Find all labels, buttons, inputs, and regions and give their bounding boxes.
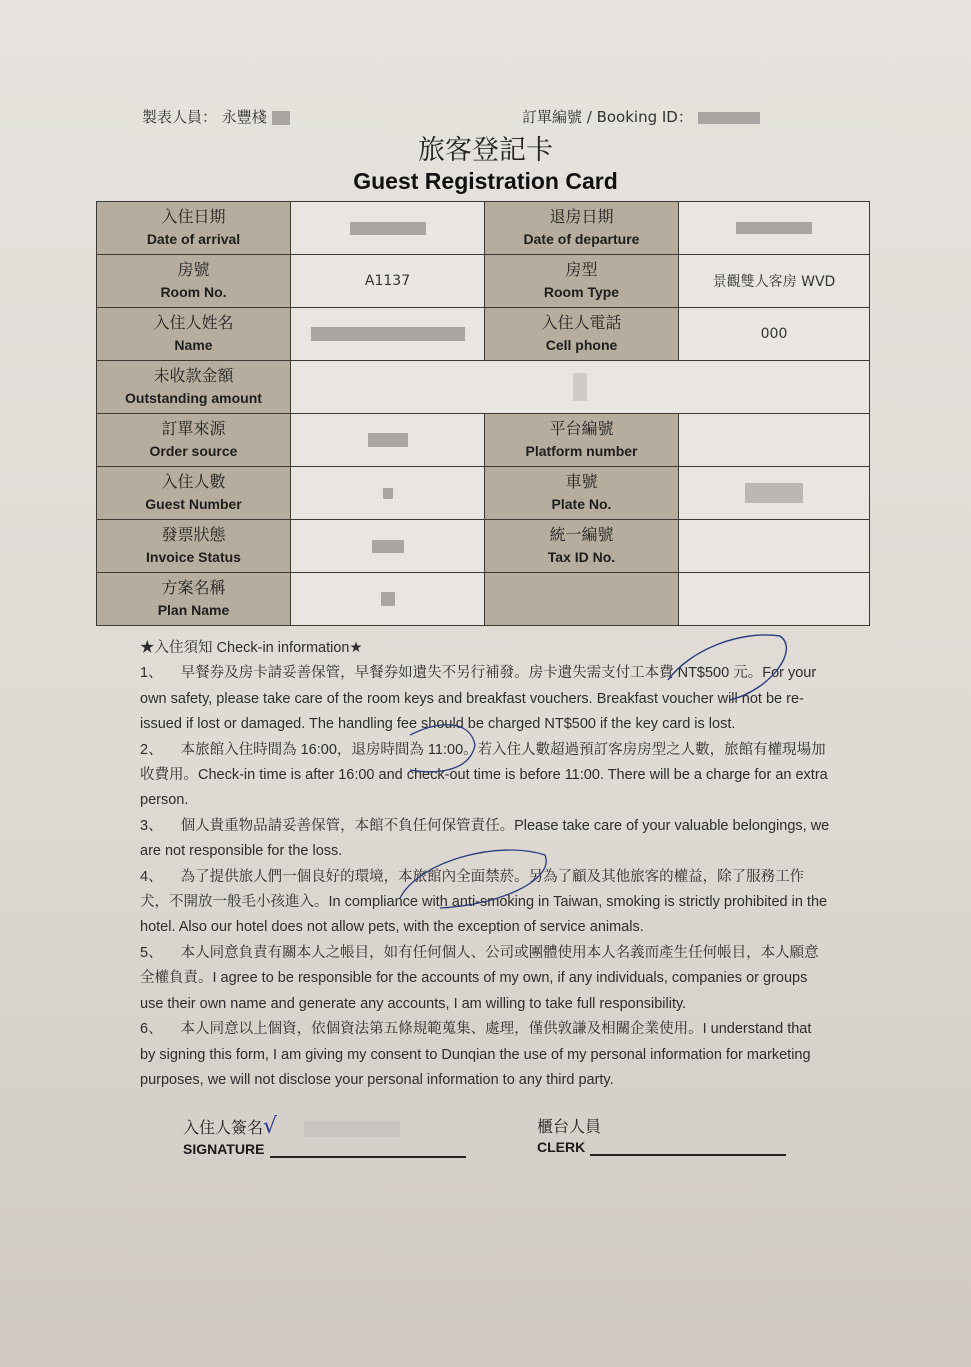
redacted-block bbox=[311, 327, 465, 341]
signature-line[interactable] bbox=[270, 1156, 466, 1158]
redacted-block bbox=[736, 222, 812, 234]
prepared-by-value: 永豐棧 bbox=[221, 108, 267, 126]
value-room-no[interactable]: A1137 bbox=[291, 255, 485, 308]
value-platform-number[interactable] bbox=[679, 414, 870, 467]
table-row bbox=[97, 202, 870, 255]
value-cell-phone[interactable]: 000 bbox=[679, 308, 870, 361]
value-tax-id[interactable] bbox=[679, 520, 870, 573]
value-invoice-status[interactable] bbox=[291, 520, 485, 573]
redacted-booking-id bbox=[698, 112, 760, 124]
redacted-block bbox=[372, 540, 404, 553]
title-chinese: 旅客登記卡 bbox=[418, 135, 553, 166]
redacted-block bbox=[350, 222, 426, 235]
redacted-block bbox=[383, 488, 393, 499]
notice-item-5: 5、 本人同意負責有關本人之帳目，如有任何個人、公司或團體使用本人名義而產生任何帳目，本人願意全權負責。I agree to be responsible for the accounts of my own, if any individuals, companies or groups use their own name and generate any accounts, I am willing to take full responsibility. bbox=[140, 944, 819, 1012]
label-guest-number: 入住人數 Guest Number bbox=[97, 467, 291, 520]
label-room-no: 房號 Room No. bbox=[97, 255, 291, 308]
table-row bbox=[97, 414, 870, 467]
redacted-block bbox=[745, 483, 803, 503]
blank-label-cell bbox=[485, 573, 679, 626]
prepared-by-label: 製表人員： bbox=[142, 108, 218, 126]
redacted-block bbox=[573, 373, 587, 401]
value-outstanding[interactable] bbox=[291, 361, 870, 414]
checkin-information bbox=[140, 636, 830, 1093]
value-departure[interactable] bbox=[679, 202, 870, 255]
notice-item-1: 1、 早餐券及房卡請妥善保管，早餐券如遺失不另行補發。房卡遺失需支付工本費 NT$500 元。For your own safety, please take care of the room keys and breakfast vouchers. Breakfast voucher will not be re-issued if lost or damaged. The handling fee should be charged NT$500 if the key card is lost. bbox=[140, 665, 817, 733]
value-arrival[interactable] bbox=[291, 202, 485, 255]
label-room-type: 房型 Room Type bbox=[485, 255, 679, 308]
notice-item-2: 2、 本旅館入住時間為 16:00，退房時間為 11:00。若入住人數超過預訂客房房型之人數，旅館有權現場加收費用。Check-in time is after 16:00 and check-out time is before 11:00. There will be a charge for an extra person. bbox=[140, 741, 828, 809]
clerk-signature-block: 櫃台人員 CLERK bbox=[537, 1114, 786, 1156]
table-row bbox=[97, 520, 870, 573]
notice-item-6: 6、 本人同意以上個資，依個資法第五條規範蒐集、處理，僅供敦謙及相關企業使用。I understand that by signing this form, I am giving my consent to Dunqian the use of my personal information for marketing purposes, we will not disclose your personal information to any third party. bbox=[140, 1021, 812, 1088]
guest-signature-block: 入住人簽名√ SIGNATURE bbox=[183, 1114, 466, 1158]
label-departure: 退房日期 Date of departure bbox=[485, 202, 679, 255]
notice-heading: ★入住須知 Check-in information★ bbox=[140, 640, 363, 656]
table-row bbox=[97, 255, 870, 308]
registration-table bbox=[96, 201, 870, 626]
clerk-signature-line[interactable] bbox=[590, 1154, 786, 1156]
label-plan-name: 方案名稱 Plan Name bbox=[97, 573, 291, 626]
redacted-block bbox=[368, 433, 408, 447]
booking-id bbox=[522, 106, 760, 127]
table-row bbox=[97, 467, 870, 520]
redacted-block bbox=[381, 592, 395, 606]
table-row bbox=[97, 573, 870, 626]
label-cell-phone: 入住人電話 Cell phone bbox=[485, 308, 679, 361]
value-order-source[interactable] bbox=[291, 414, 485, 467]
table-row bbox=[97, 361, 870, 414]
label-name: 入住人姓名 Name bbox=[97, 308, 291, 361]
label-outstanding: 未收款金額 Outstanding amount bbox=[97, 361, 291, 414]
value-plan-name[interactable] bbox=[291, 573, 485, 626]
redacted-signature bbox=[304, 1121, 400, 1137]
label-order-source: 訂單來源 Order source bbox=[97, 414, 291, 467]
title-english: Guest Registration Card bbox=[353, 168, 618, 194]
label-platform-number: 平台編號 Platform number bbox=[485, 414, 679, 467]
value-room-type[interactable]: 景觀雙人客房 WVD bbox=[679, 255, 870, 308]
label-arrival: 入住日期 Date of arrival bbox=[97, 202, 291, 255]
blank-value-cell bbox=[679, 573, 870, 626]
table-row bbox=[97, 308, 870, 361]
booking-id-label: 訂單編號 / Booking ID： bbox=[522, 108, 693, 126]
notice-item-4: 4、 為了提供旅人們一個良好的環境，本旅館內全面禁菸。另為了顧及其他旅客的權益，除了服務工作犬，不開放一般毛小孩進入。In compliance with anti-smoking in Taiwan, smoking is strictly prohibited in the hotel. Also our hotel does not allow pets, with the exception of service animals. bbox=[140, 868, 828, 936]
value-name[interactable] bbox=[291, 308, 485, 361]
redacted-block bbox=[272, 111, 290, 125]
label-invoice-status: 發票狀態 Invoice Status bbox=[97, 520, 291, 573]
value-plate-no[interactable] bbox=[679, 467, 870, 520]
notice-item-3: 3、 個人貴重物品請妥善保管，本館不負任何保管責任。Please take care of your valuable belongings, we are not responsible for the loss. bbox=[140, 817, 830, 860]
prepared-by bbox=[142, 106, 290, 127]
value-guest-number[interactable] bbox=[291, 467, 485, 520]
check-mark-icon: √ bbox=[263, 1114, 278, 1139]
label-plate-no: 車號 Plate No. bbox=[485, 467, 679, 520]
label-tax-id: 統一編號 Tax ID No. bbox=[485, 520, 679, 573]
